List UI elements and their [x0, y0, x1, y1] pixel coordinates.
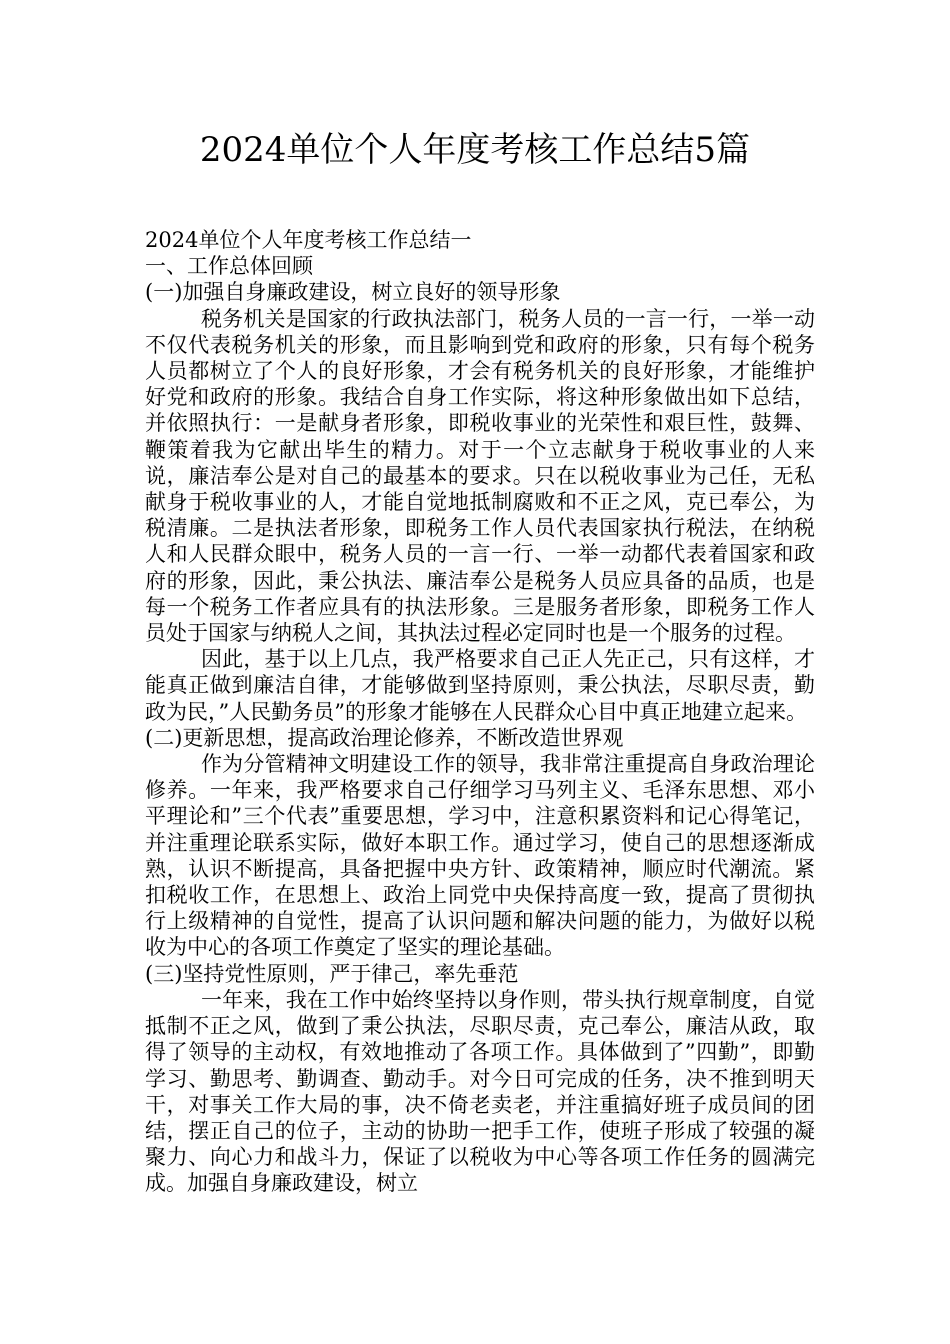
- document-title: 2024单位个人年度考核工作总结5篇: [199, 130, 751, 170]
- section-heading: (一)加强自身廉政建设，树立良好的领导形象: [145, 280, 561, 305]
- section-heading: 一、工作总体回顾: [145, 254, 313, 279]
- body-paragraph: 作为分管精神文明建设工作的领导，我非常注重提高自身政治理论修养。一年来，我严格要求自己仔细学习马列主义、毛泽东思想、邓小平理论和”三个代表”重要思想，学习中，注意积累资料和记心得笔记，并注重理论联系实际，做好本职工作。通过学习，使自己的思想逐渐成熟，认识不断提高，具备把握中央方针、政策精神，顺应时代潮流。紧扣税收工作，在思想上、政治上同党中央保持高度一致，提高了贯彻执行上级精神的自觉性，提高了认识问题和解决问题的能力，为做好以税收为中心的各项工作奠定了坚实的理论基础。: [145, 752, 815, 960]
- document-body: [145, 227, 815, 1197]
- section-heading: (三)坚持党性原则，严于律己，率先垂范: [145, 961, 519, 986]
- body-paragraph: 一年来，我在工作中始终坚持以身作则，带头执行规章制度，自觉抵制不正之风，做到了秉公执法，尽职尽责，克己奉公，廉洁从政，取得了领导的主动权，有效地推动了各项工作。具体做到了”四勤”，即勤学习、勤思考、勤调查、勤动手。对今日可完成的任务，决不推到明天干，对事关工作大局的事，决不倚老卖老，并注重搞好班子成员间的团结，摆正自己的位子，主动的协助一把手工作，使班子形成了较强的凝聚力、向心力和战斗力，保证了以税收为中心等各项工作任务的圆满完成。加强自身廉政建设，树立: [145, 987, 815, 1196]
- section-heading: (二)更新思想，提高政治理论修养，不断改造世界观: [145, 725, 624, 750]
- body-paragraph: 因此，基于以上几点，我严格要求自己正人先正己，只有这样，才能真正做到廉洁自律，才能够做到坚持原则，秉公执法，尽职尽责，勤政为民，”人民勤务员”的形象才能够在人民群众心目中真正地建立起来。: [145, 647, 815, 724]
- section-heading: 2024单位个人年度考核工作总结一: [145, 228, 472, 252]
- body-paragraph: 税务机关是国家的行政执法部门，税务人员的一言一行，一举一动不仅代表税务机关的形象，而且影响到党和政府的形象，只有每个税务人员都树立了个人的良好形象，才会有税务机关的良好形象，才能维护好党和政府的形象。我结合自身工作实际，将这种形象做出如下总结，并依照执行：一是献身者形象，即税收事业的光荣性和艰巨性，鼓舞、鞭策着我为它献出毕生的精力。对于一个立志献身于税收事业的人来说，廉洁奉公是对自己的最基本的要求。只在以税收事业为己任，无私献身于税收事业的人，才能自觉地抵制腐败和不正之风，克已奉公，为税清廉。二是执法者形象，即税务工作人员代表国家执行税法，在纳税人和人民群众眼中，税务人员的一言一行、一举一动都代表着国家和政府的形象，因此，秉公执法、廉洁奉公是税务人员应具备的品质，也是每一个税务工作者应具有的执法形象。三是服务者形象，即税务工作人员处于国家与纳税人之间，其执法过程必定同时也是一个服务的过程。: [145, 306, 815, 646]
